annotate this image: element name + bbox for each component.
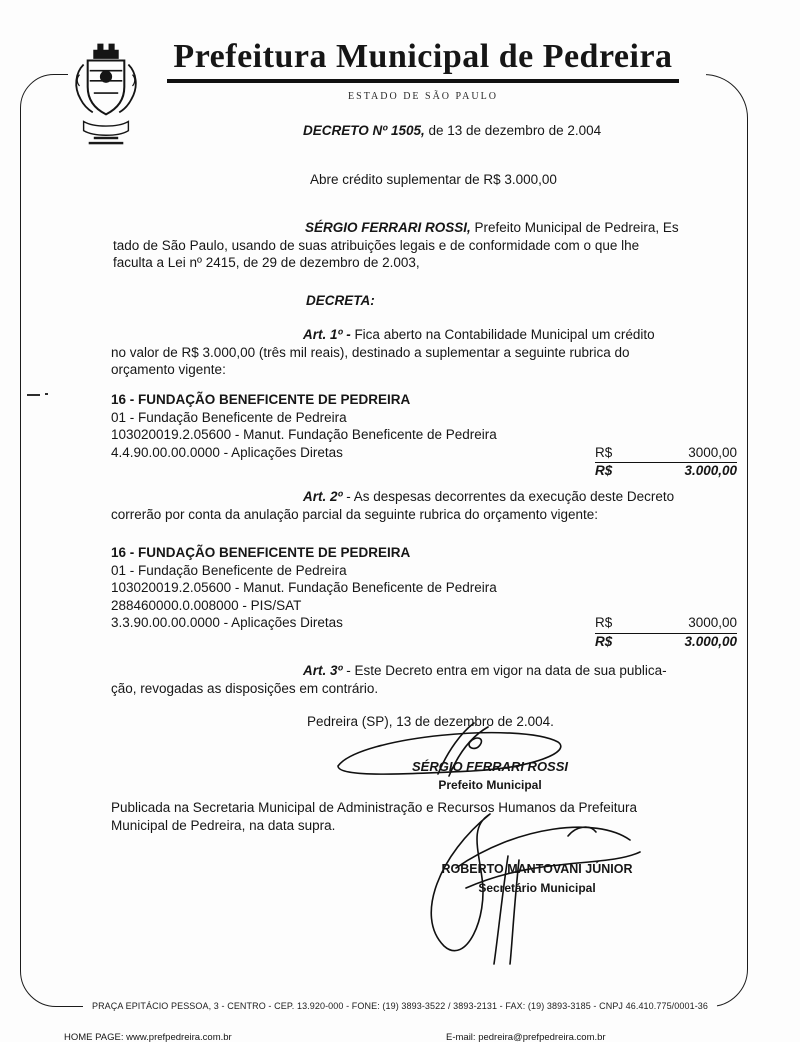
decree-date: de 13 de dezembro de 2.004 (424, 123, 602, 138)
budget-item-row (111, 444, 737, 462)
budget-item-row (111, 614, 737, 632)
publication-paragraph (111, 799, 737, 834)
secretary-role: Secretário Municipal (478, 880, 596, 895)
date-place-line: Pedreira (SP), 13 de dezembro de 2.004. (307, 714, 554, 729)
decree-summary: Abre crédito suplementar de R$ 3.000,00 (310, 172, 557, 187)
amount-value: 3000,00 (688, 444, 737, 460)
mayor-name-inline: SÉRGIO FERRARI ROSSI, (305, 220, 471, 235)
budget-line: 01 - Fundação Beneficente de Pedreira (111, 562, 347, 578)
paragraph-text: - Este Decreto entra em vigor na data de sua publica- (342, 663, 667, 678)
paragraph-line (113, 219, 737, 237)
currency-label: R$ (595, 444, 613, 460)
total-box (595, 632, 737, 652)
budget-heading: 16 - FUNDAÇÃO BENEFICENTE DE PEDREIRA (111, 545, 411, 560)
budget-line: 01 - Fundação Beneficente de Pedreira (111, 409, 347, 425)
decreta-heading: DECRETA: (306, 293, 375, 308)
total-box (595, 461, 737, 481)
municipal-crest-icon (68, 34, 144, 150)
paragraph-text: Prefeito Municipal de Pedreira, Es (470, 220, 679, 235)
secretary-signature-block (424, 861, 650, 897)
budget-line: 288460000.0.008000 - PIS/SAT (111, 597, 302, 613)
budget-item: 3.3.90.00.00.0000 - Aplicações Diretas (111, 615, 343, 630)
decree-number: DECRETO Nº 1505, (303, 123, 425, 138)
paragraph-line: faculta a Lei nº 2415, de 29 de dezembro de 2.003, (113, 255, 420, 270)
currency-label: R$ (595, 615, 613, 630)
paragraph-line (111, 488, 737, 506)
article-3-label: Art. 3º (303, 663, 343, 678)
article-3-paragraph (111, 662, 737, 697)
currency-label: R$ (595, 463, 613, 478)
scan-artifact-dash (27, 394, 40, 396)
secretary-name: ROBERTO MANTOVANI JÚNIOR (441, 862, 633, 876)
budget-item: 4.4.90.00.00.0000 - Aplicações Diretas (111, 444, 343, 460)
article-2-paragraph (111, 488, 737, 523)
mayor-role: Prefeito Municipal (438, 777, 542, 792)
paragraph-line: no valor de R$ 3.000,00 (três mil reais), destinado a suplementar a seguinte rubrica do (111, 344, 630, 360)
total-value: 3.000,00 (684, 463, 737, 478)
budget-block-2 (111, 544, 737, 649)
budget-block-1 (111, 391, 737, 478)
scan-artifact-dot (45, 393, 48, 395)
budget-line: 103020019.2.05600 - Manut. Fundação Beneficente de Pedreira (111, 580, 497, 595)
footer-address: PRAÇA EPITÁCIO PESSOA, 3 - CENTRO - CEP. 13.920-000 - FONE: (19) 3893-3522 / 3893-2131 - FAX: (19) 3893-3185 - CNPJ 46.410.775/0001-36 (83, 998, 717, 1016)
total-value: 3.000,00 (684, 633, 737, 649)
footer-email: E-mail: pedreira@prefpedreira.com.br (446, 1032, 606, 1042)
paragraph-line: ção, revogadas as disposições em contrário. (111, 680, 379, 696)
budget-heading: 16 - FUNDAÇÃO BENEFICENTE DE PEDREIRA (111, 392, 411, 407)
budget-line: 103020019.2.05600 - Manut. Fundação Beneficente de Pedreira (111, 427, 497, 442)
article-1-paragraph (111, 326, 737, 379)
mayor-signature-block (382, 758, 598, 794)
paragraph-text: Fica aberto na Contabilidade Municipal um crédito (350, 327, 655, 342)
article-1-label: Art. 1º - (303, 327, 351, 342)
paragraph-line: orçamento vigente: (111, 362, 226, 377)
article-2-label: Art. 2º (303, 489, 343, 504)
mayor-name: SÉRGIO FERRARI ROSSI (411, 759, 569, 774)
currency-label: R$ (595, 633, 613, 649)
letterhead (140, 38, 706, 106)
paragraph-line: Publicada na Secretaria Municipal de Administração e Recursos Humanos da Prefeitura (111, 800, 638, 815)
paragraph-line (111, 662, 737, 680)
opening-paragraph (113, 219, 737, 272)
amount-value: 3000,00 (688, 615, 737, 630)
paragraph-text: - As despesas decorrentes da execução deste Decreto (342, 489, 675, 504)
page-title: Prefeitura Municipal de Pedreira (167, 38, 678, 83)
paragraph-line (111, 326, 737, 344)
paragraph-line: Municipal de Pedreira, na data supra. (111, 817, 336, 833)
paragraph-line: correrão por conta da anulação parcial da seguinte rubrica do orçamento vigente: (111, 506, 599, 522)
letterhead-subtitle: ESTADO DE SÃO PAULO (348, 91, 498, 102)
paragraph-line: tado de São Paulo, usando de suas atribuições legais e de conformidade com o que lhe (113, 237, 640, 253)
footer-homepage: HOME PAGE: www.prefpedreira.com.br (64, 1032, 232, 1042)
decree-number-line (303, 122, 601, 140)
